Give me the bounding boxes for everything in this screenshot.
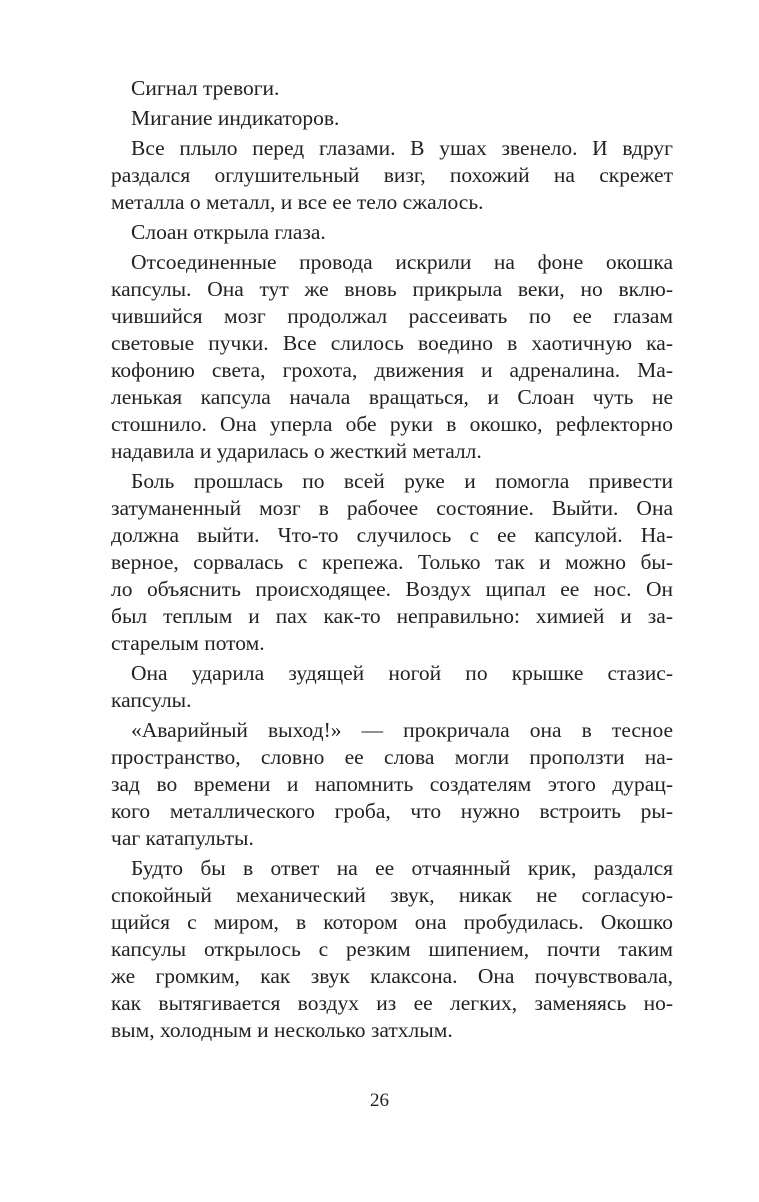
body-text xyxy=(111,75,673,1044)
paragraph-line: капсулы. xyxy=(111,688,192,712)
paragraph-first-line: Отсоединенные провода искрили на фоне окошка xyxy=(131,250,673,274)
paragraph-first-line: Сигнал тревоги. xyxy=(131,76,280,100)
paragraph-line: щийся с миром, в котором она пробудилась. Окошко xyxy=(111,910,673,934)
paragraph-line: зад во времени и напомнить создателям этого дурац- xyxy=(111,772,673,796)
paragraph-line: стошнило. Она уперла обе руки в окошко, рефлекторно xyxy=(111,412,673,436)
paragraph-first-line: «Аварийный выход!» — прокричала она в тесное xyxy=(131,718,673,742)
paragraph-line: чившийся мозг продолжал рассеивать по ее глазам xyxy=(111,304,673,328)
paragraph-first-line: Слоан открыла глаза. xyxy=(131,220,326,244)
paragraph-line: надавила и ударилась о жесткий металл. xyxy=(111,439,482,463)
paragraph-first-line: Будто бы в ответ на ее отчаянный крик, раздался xyxy=(131,856,673,880)
paragraph-line: затуманенный мозг в рабочее состояние. Выйти. Она xyxy=(111,496,673,520)
paragraph-first-line: Она ударила зудящей ногой по крышке стазис- xyxy=(131,661,673,685)
paragraph-line: спокойный механический звук, никак не согласую- xyxy=(111,883,673,907)
page-number: 26 xyxy=(370,1090,389,1111)
paragraph-line: ленькая капсула начала вращаться, и Слоан чуть не xyxy=(111,385,673,409)
paragraph-line: ло объяснить происходящее. Воздух щипал ее нос. Он xyxy=(111,577,673,601)
paragraph-line: кого металлического гроба, что нужно встроить ры- xyxy=(111,799,673,823)
paragraph-line: капсулы открылось с резким шипением, почти таким xyxy=(111,937,673,961)
paragraph-line: был теплым и пах как-то неправильно: химией и за- xyxy=(111,604,673,628)
paragraph-line: раздался оглушительный визг, похожий на скрежет xyxy=(111,163,673,187)
paragraph-line: должна выйти. Что-то случилось с ее капсулой. На- xyxy=(111,523,673,547)
paragraph-line: металла о металл, и все ее тело сжалось. xyxy=(111,190,484,214)
paragraph-line: световые пучки. Все слилось воедино в хаотичную ка- xyxy=(111,331,673,355)
paragraph-line: верное, сорвалась с крепежа. Только так и можно бы- xyxy=(111,550,673,574)
paragraph-line: капсулы. Она тут же вновь прикрыла веки, но вклю- xyxy=(111,277,673,301)
paragraph-first-line: Боль прошлась по всей руке и помогла привести xyxy=(131,469,673,493)
paragraph-line: же громким, как звук клаксона. Она почувствовала, xyxy=(111,964,673,988)
paragraph-line: кофонию света, грохота, движения и адреналина. Ма- xyxy=(111,358,673,382)
paragraph-line: старелым потом. xyxy=(111,631,265,655)
paragraph-line: вым, холодным и несколько затхлым. xyxy=(111,1018,453,1042)
paragraph-line: как вытягивается воздух из ее легких, заменяясь но- xyxy=(111,991,673,1015)
paragraph-first-line: Мигание индикаторов. xyxy=(131,106,340,130)
paragraph-line: чаг катапульты. xyxy=(111,826,254,850)
paragraph-first-line: Все плыло перед глазами. В ушах звенело. И вдруг xyxy=(131,136,673,160)
paragraph-line: пространство, словно ее слова могли проползти на- xyxy=(111,745,673,769)
